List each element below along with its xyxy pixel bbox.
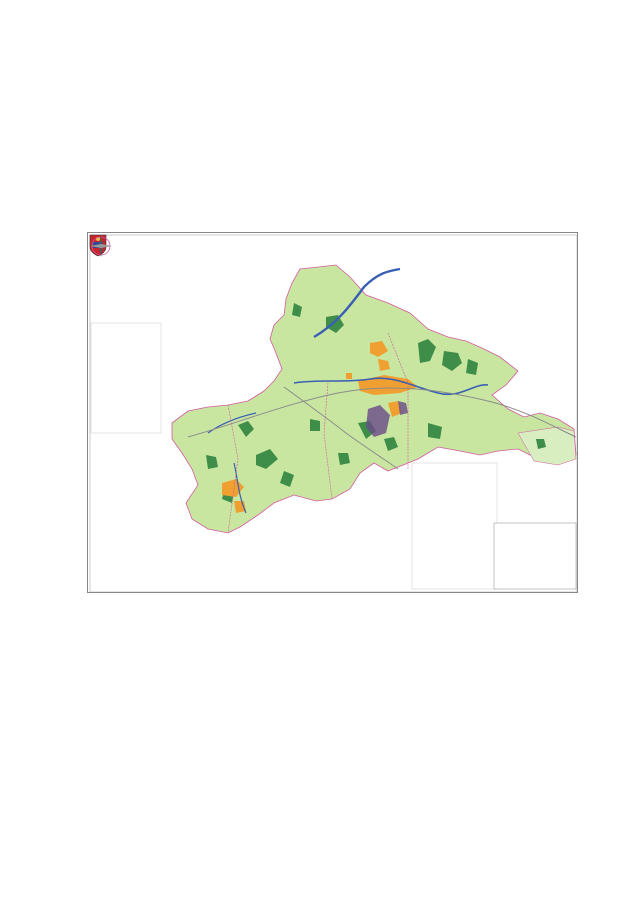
- zones-map: [87, 232, 578, 593]
- compass-rose-icon: [88, 233, 114, 259]
- map-drawing: [88, 233, 578, 593]
